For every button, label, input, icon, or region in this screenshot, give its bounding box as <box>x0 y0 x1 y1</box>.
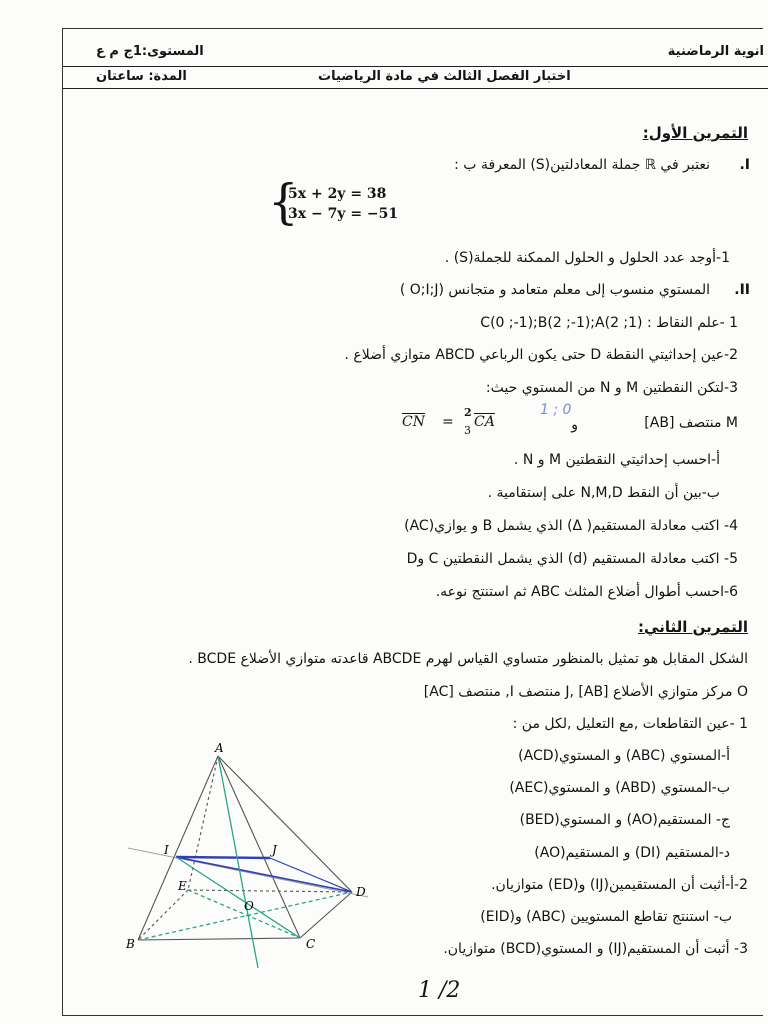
edge-eb-hidden <box>138 890 188 940</box>
label-c: C <box>306 937 316 951</box>
ex2-q2b: ب- استنتج تقاطع المستويين (ABC) و(EID) <box>480 909 732 925</box>
system-brace: { <box>268 174 299 230</box>
edge-ad <box>218 756 352 892</box>
label-i: I <box>164 843 169 857</box>
edge-ed-hidden <box>188 890 352 892</box>
vector-equals: = <box>442 414 454 430</box>
pencil-annotation: 1 ; 0 <box>540 402 572 418</box>
label-e: E <box>178 879 187 893</box>
ex2-intro-2: O مركز متوازي الأضلاع J, [AB] منتصف I, منتصف [AC] <box>423 684 748 700</box>
ex1-q1: 1-أوجد عدد الحلول و الحلول الممكنة للجملة(S) . <box>444 250 730 266</box>
ex1-q2: 2-عين إحداثيتي النقطة D حتى يكون الرباعي ABCD متوازي أضلاع . <box>344 347 738 363</box>
ex2-q3: 3- أثبت أن المستقيم(IJ) و المستوي(BCD) متوازيان. <box>443 941 748 957</box>
exercise2-title: التمرين الثاني: <box>638 618 748 636</box>
label-a: A <box>215 742 224 755</box>
header-divider <box>62 66 768 67</box>
part-II-label: II. <box>734 282 750 298</box>
segment-ij <box>176 857 270 858</box>
page-number: 1 /2 <box>418 978 461 1003</box>
green-lines <box>138 756 352 968</box>
ex1-points: 1 -علم النقاط : C(0 ;-1);B(2 ;-1);A(2 ;1) <box>480 315 738 331</box>
ex1-q6: 6-احسب أطوال أضلاع المثلث ABC ثم استنتج نوعه. <box>435 584 738 600</box>
edge-ab <box>138 756 218 940</box>
ex1-q3a: أ-احسب إحداثيتي النقطتين M و N . <box>513 452 720 468</box>
edge-ae-hidden <box>188 756 218 890</box>
label-d: D <box>356 885 366 899</box>
ex2-intro-1: الشكل المقابل هو تمثيل بالمنظور متساوي القياس لهرم ABCDE قاعدته متوازي الأضلاع BCDE . <box>188 651 748 667</box>
exam-title: اختبار الفصل الثالث في مادة الرياضيات <box>318 69 571 84</box>
equation-1: 5x + 2y = 38 <box>288 186 387 202</box>
ex2-q2a: 2-أ-أثبت أن المستقيمين(IJ) و(ED) متوازيان. <box>491 877 748 893</box>
vector-ca: $\overline{CA}$ <box>474 414 495 430</box>
ex1-q3-and: و <box>571 417 578 433</box>
ex1-q3b: ب-بين أن النقط N,M,D على إستقامية . <box>487 485 720 501</box>
label-o: O <box>244 899 254 913</box>
ex2-q1a: أ-المستوي (ABC) و المستوي(ACD) <box>518 748 730 764</box>
header-bottom-divider <box>62 88 768 89</box>
ex1-q3: 3-لتكن النقطتين M و N من المستوي حيث: <box>485 380 738 396</box>
duration-label: المدة: ساعتان <box>96 69 187 84</box>
part-II-intro: المستوي منسوب إلى معلم متعامد و متجانس (O;I;J ) <box>399 282 710 298</box>
edge-bc <box>138 938 300 940</box>
vector-cn: $\overline{CN}$ <box>402 414 425 430</box>
ex1-q4: 4- اكتب معادلة المستقيم( Δ) الذي يشمل B و يوازي(AC) <box>404 518 738 534</box>
pyramid-figure <box>118 742 378 972</box>
ex1-q5: 5- اكتب معادلة المستقيم (d) الذي يشمل النقطتين C وD <box>406 551 738 567</box>
line-ao <box>218 756 258 968</box>
ex2-q1b: ب-المستوي (ABD) و المستوي(AEC) <box>509 780 730 796</box>
fraction-numerator: 2 <box>464 406 472 419</box>
part-I-label: I. <box>739 157 750 173</box>
exercise1-title: التمرين الأول: <box>642 124 748 142</box>
segment-jd <box>270 858 352 892</box>
equation-2: 3x − 7y = −51 <box>288 206 399 222</box>
ex2-q1c: ج- المستقيم(AO) و المستوي(BED) <box>519 812 730 828</box>
ex2-q1: 1 -عين التقاطعات ,مع التعليل ,لكل من : <box>512 716 748 732</box>
part-I-intro: نعتبر في ℝ جملة المعادلتين(S) المعرفة ب : <box>454 157 710 173</box>
ex1-q3-midpoint: M منتصف [AB] <box>644 415 738 431</box>
label-b: B <box>126 937 135 951</box>
ex2-q1d: د-المستقيم (DI) و المستقيم(AO) <box>534 845 730 861</box>
school-name: انوية الرماضنية <box>667 44 764 59</box>
equation-system <box>268 174 408 236</box>
level-label: المستوى:1ج م ع <box>96 44 204 59</box>
edge-cd <box>300 892 352 938</box>
label-j: J <box>272 843 277 857</box>
fraction-denominator: 3 <box>464 424 471 437</box>
